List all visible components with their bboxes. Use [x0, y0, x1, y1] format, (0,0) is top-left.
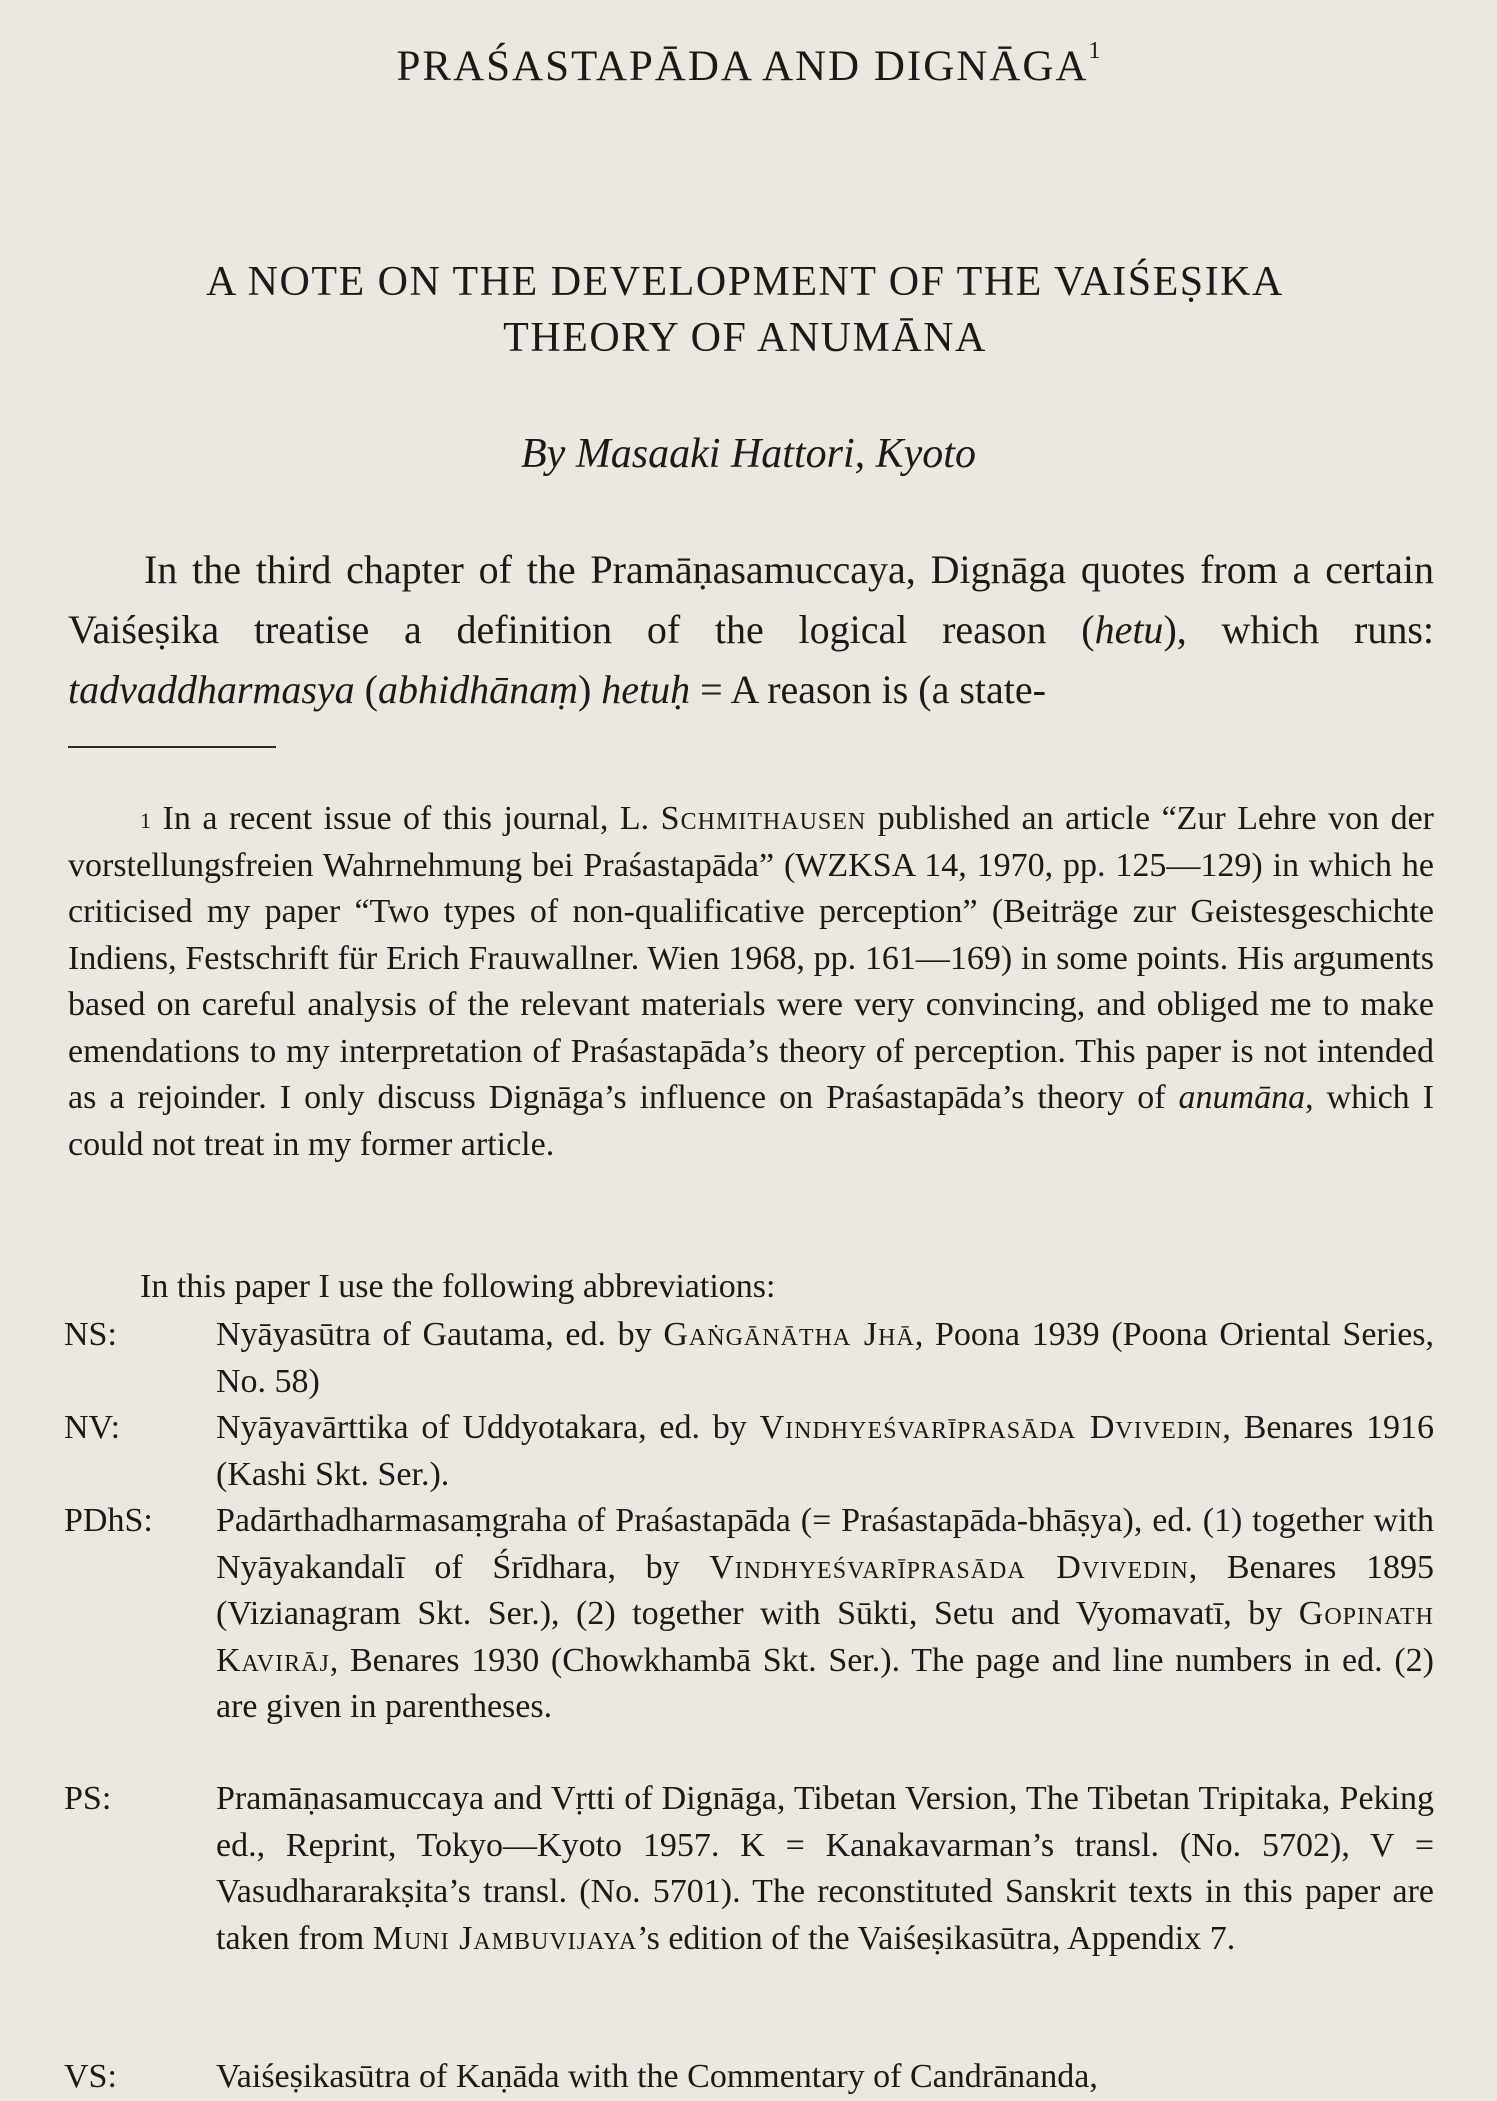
abbr-key: NV: — [64, 1409, 121, 1446]
abbr-value: Vaiśeṣikasūtra of Kaṇāda with the Commentary of Candrānanda, — [216, 2058, 1098, 2095]
body-paragraph: In the third chapter of the Pramāṇasamuccaya, Dignāga quotes from a certain Vaiśeṣika treatise a definition of the logical reason (hetu), which runs: tadvaddharmasya (abhidhānaṃ) hetuḥ = A reason is (a state- — [68, 547, 1435, 712]
subtitle-line-2: THEORY OF ANUMĀNA — [503, 315, 987, 361]
abbr-key: VS: — [64, 2058, 117, 2095]
abbr-entry-vs — [64, 2054, 1434, 2101]
abbr-value: Nyāyasūtra of Gautama, ed. by Gaṅgānātha Jhā, Poona 1939 (Poona Oriental Series, No. 58) — [216, 1316, 1435, 1400]
footnote-1: $^1$ In a recent issue of this journal, L. Schmithausen published an article “Zur Lehre von der vorstellungsfreien Wahrnehmung bei Praśastapāda” (WZKSA 14, 1970, pp. 125—129) in which he criticised my paper “Two types of non-qualificative perception” (Beiträge zur Geistesgeschichte Indiens, Festschrift für Erich Frauwallner. Wien 1968, pp. 161—169) in some points. His arguments based on careful analysis of the relevant materials were very convincing, and obliged me to make emendations to my interpretation of Praśastapāda’s theory of perception. This paper is not intended as a rejoinder. I only discuss Dignāga’s influence on Praśastapāda’s theory of anumāna, which I could not treat in my former article. — [68, 800, 1435, 1163]
abbr-entry-ps — [64, 1776, 1434, 1962]
subtitle-line-1: A NOTE ON THE DEVELOPMENT OF THE VAIŚEṢIKA — [206, 259, 1284, 305]
abbr-key: PDhS: — [64, 1502, 153, 1539]
paper-title: PRAŚASTAPĀDA AND DIGNĀGA$^1$ — [396, 38, 1101, 90]
abbr-entry-ns — [64, 1312, 1434, 1405]
title-footnote-mark: 1 — [1088, 38, 1101, 64]
abbr-entry-pdhs — [64, 1498, 1434, 1731]
abbreviations-intro: In this paper I use the following abbreviations: — [140, 1268, 776, 1305]
abbr-value: Nyāyavārttika of Uddyotakara, ed. by Vindhyeśvarīprasāda Dvivedin, Benares 1916 (Kashi Skt. Ser.). — [216, 1409, 1434, 1493]
footnote-mark: 1 — [140, 808, 151, 833]
author-byline: By Masaaki Hattori, Kyoto — [521, 431, 976, 477]
abbr-value: Pramāṇasamuccaya and Vṛtti of Dignāga, Tibetan Version, The Tibetan Tripitaka, Peking ed., Reprint, Tokyo—Kyoto 1957. K = Kanakavarman’s transl. (No. 5702), V = Vasudhararakṣita’s transl. (No. 5701). The reconstituted Sanskrit texts in this paper are taken from Muni Jambuvijaya’s edition of the Vaiśeṣikasūtra, Appendix 7. — [216, 1780, 1434, 1957]
abbr-key: NS: — [64, 1316, 117, 1353]
abbr-key: PS: — [64, 1780, 112, 1817]
abbr-value: Padārthadharmasaṃgraha of Praśastapāda (= Praśastapāda-bhāṣya), ed. (1) together with Nyāyakandalī of Śrīdhara, by Vindhyeśvarīprasāda Dvivedin, Benares 1895 (Vizianagram Skt. Ser.), (2) together with Sūkti, Setu and Vyomavatī, by Gopinath Kavirāj, Benares 1930 (Chowkhambā Skt. Ser.). The page and line numbers in ed. (2) are given in parentheses. — [216, 1502, 1434, 1725]
abbr-entry-nv — [64, 1405, 1434, 1498]
paper-subtitle — [110, 254, 1380, 366]
footnote-separator — [68, 746, 276, 748]
